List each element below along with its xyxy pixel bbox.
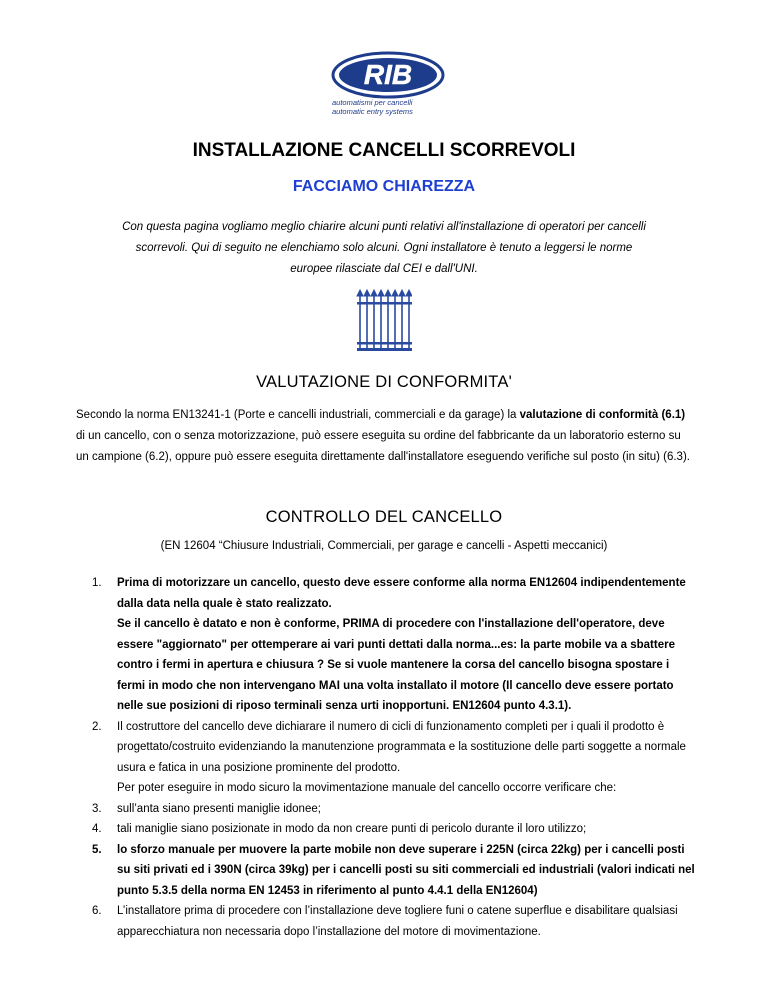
conformita-text-bold: valutazione di conformità (6.1) bbox=[519, 409, 686, 421]
logo-tagline-en: automatic entry systems bbox=[332, 107, 413, 116]
list-item-number: 3. bbox=[92, 802, 102, 815]
list-item-text: Per poter eseguire in modo sicuro la movimentazione manuale del cancello occorre verificare che: bbox=[117, 782, 617, 794]
list-item-number: 1. bbox=[92, 577, 102, 589]
rib-logo-mark bbox=[330, 50, 448, 102]
list-item-text: lo sforzo manuale per muovere la parte mobile non deve superare i 225N (circa 22kg) per i cancelli posti su siti privati ed i 390N (circa 39kg) per i cancelli posti su siti commerciali ed industriali (valori indicati nel punto 5.3.5 della norma EN 12453 in riferimento al punto 4.4.1 della EN12604) bbox=[117, 843, 695, 897]
list-item-text: Se il cancello è datato e non è conforme, PRIMA di procedere con l'installazione dell'operatore, deve essere "aggiornato" per ottemperare ai vari punti dettati dalla norma...es: la parte mobile va a sbattere contro i fermi in apertura e chiusura ? Se si vuole mantenere la corsa del cancello bisogna spostare i fermi in modo che non intervengano MAI una volta installato il motore (Il cancello deve essere portato nelle sue posizioni di riposo terminali senza urti inopportuni. EN12604 punto 4.3.1). bbox=[117, 618, 675, 712]
list-item bbox=[92, 573, 698, 717]
section-heading-conformita: VALUTAZIONE DI CONFORMITA' bbox=[256, 373, 512, 391]
logo-tagline-it: automatismi per cancelli bbox=[332, 98, 413, 107]
list-item-text: sull’anta siano presenti maniglie idonee; bbox=[117, 802, 321, 815]
list-item bbox=[92, 799, 698, 820]
list-item-text: Prima di motorizzare un cancello, questo deve essere conforme alla norma EN12604 indipendentemente dalla data nella quale è stato realizzato. bbox=[117, 577, 686, 610]
page-subtitle: FACCIAMO CHIAREZZA bbox=[292, 178, 476, 195]
list-item bbox=[92, 819, 698, 840]
list-item-number: 2. bbox=[92, 720, 102, 733]
conformita-text-2: di un cancello, con o senza motorizzazione, può essere eseguita su ordine del fabbricante da un laboratorio esterno su un campione (6.2), oppure può essere eseguita direttamente dall'installatore eseguendo verifiche sul posto (in situ) (6.3). bbox=[76, 430, 690, 463]
intro-paragraph: Con questa pagina vogliamo meglio chiarire alcuni punti relativi all'installazione di operatori per cancelli scorrevoli. Qui di seguito ne elenchiamo solo alcuni. Ogni installatore è tenuto a leggersi le norme europee rilasciate dal CEI e dall'UNI. bbox=[122, 221, 646, 275]
list-item-text: tali maniglie siano posizionate in modo da non creare punti di pericolo durante il loro utilizzo; bbox=[117, 823, 587, 835]
list-item bbox=[92, 901, 698, 942]
norm-reference: (EN 12604 “Chiusure Industriali, Commerciali, per garage e cancelli - Aspetti meccanici) bbox=[160, 540, 608, 552]
list-item-text: L’installatore prima di procedere con l’installazione deve togliere funi o catene superflue e disabilitare qualsiasi apparecchiatura non necessaria dopo l’installazione del motore di movimentazione. bbox=[117, 905, 678, 938]
list-item bbox=[92, 840, 698, 902]
logo-tagline bbox=[332, 98, 413, 116]
conformita-paragraph bbox=[76, 405, 694, 468]
list-item-number: 6. bbox=[92, 905, 102, 917]
gate-icon bbox=[356, 288, 412, 352]
list-item-text: Il costruttore del cancello deve dichiarare il numero di cicli di funzionamento completi per i quali il prodotto è progettato/costruito evidenziando la manutenzione programmata e la sostituzione delle parti soggette a normale usura e fatica in una posizione prominente del prodotto. bbox=[117, 720, 686, 774]
controllo-list bbox=[92, 573, 698, 942]
list-item-number: 4. bbox=[92, 823, 102, 835]
conformita-text-1: Secondo la norma EN13241-1 (Porte e cancelli industriali, commerciali e da garage) la bbox=[76, 409, 520, 421]
list-item-number: 5. bbox=[92, 843, 102, 856]
page-title: INSTALLAZIONE CANCELLI SCORREVOLI bbox=[192, 140, 576, 161]
section-heading-controllo: CONTROLLO DEL CANCELLO bbox=[265, 508, 503, 526]
list-item bbox=[92, 717, 698, 799]
logo-brand-text: RIB bbox=[363, 59, 413, 90]
